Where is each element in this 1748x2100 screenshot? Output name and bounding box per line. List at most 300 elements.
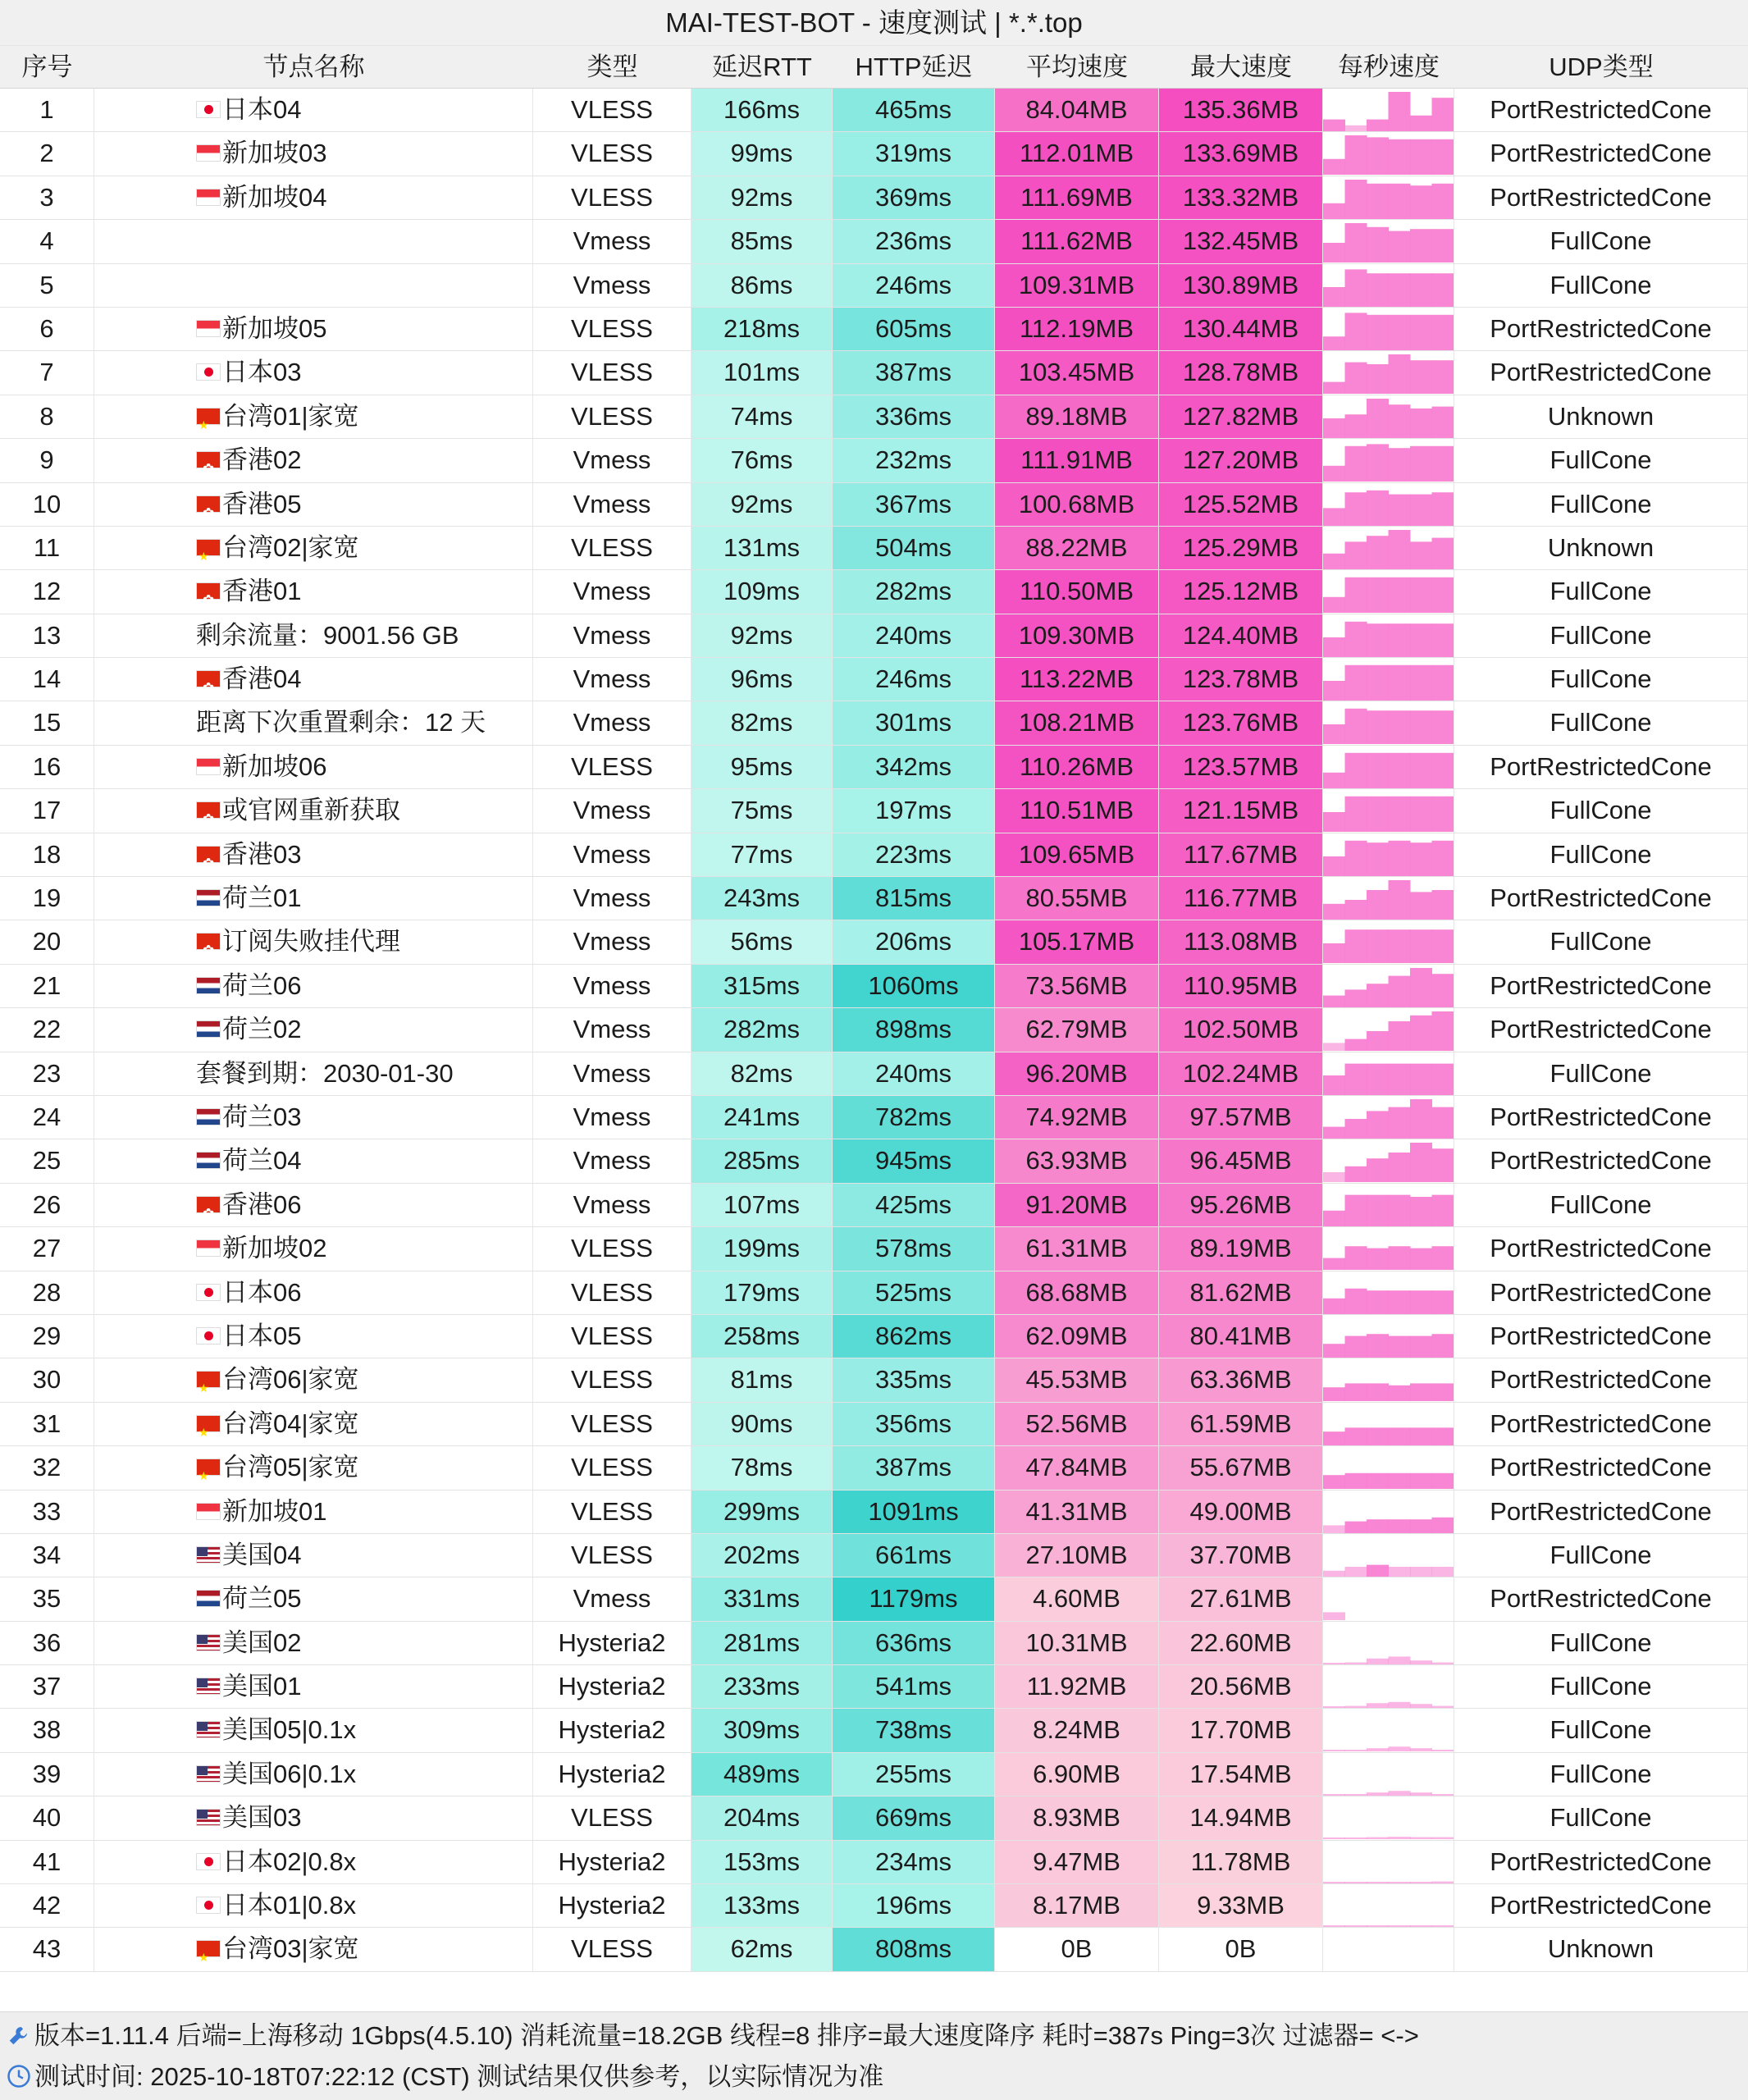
table-row[interactable] [0, 439, 1748, 482]
cell-avg-speed: 110.26MB [995, 746, 1159, 788]
cell-node-name [94, 1315, 533, 1358]
cell-udp: FullCone [1454, 570, 1748, 613]
flag-hk-icon [196, 933, 221, 950]
speed-sample-bar [1410, 1473, 1432, 1489]
cell-node-name [94, 1709, 533, 1751]
speed-sample-bar [1323, 1882, 1345, 1883]
table-row[interactable] [0, 1008, 1748, 1052]
flag-nl-icon [196, 1590, 221, 1607]
table-row[interactable] [0, 1928, 1748, 1971]
cell-max-speed: 102.50MB [1159, 1008, 1323, 1051]
cell-per-second-sparkline [1323, 1315, 1454, 1358]
speed-sample-bar [1410, 446, 1432, 482]
cell-index: 35 [0, 1577, 94, 1620]
cell-udp: FullCone [1454, 658, 1748, 701]
speed-sample-bar [1432, 1427, 1454, 1445]
speed-sample-bar [1323, 1075, 1345, 1095]
cell-rtt: 56ms [691, 920, 833, 963]
speed-sample-bar [1410, 578, 1432, 613]
speed-sample-bar [1410, 711, 1432, 745]
flag-cn-icon [196, 1940, 221, 1957]
cell-per-second-sparkline [1323, 833, 1454, 876]
node-name: 日本01|0.8x [222, 1891, 357, 1920]
cell-max-speed: 130.89MB [1159, 264, 1323, 307]
header-col-index[interactable]: 序号 [21, 52, 73, 81]
flag-hk-icon [196, 1196, 221, 1213]
cell-http: 301ms [833, 701, 995, 744]
speed-sample-bar [1323, 943, 1345, 963]
cell-max-speed: 117.67MB [1159, 833, 1323, 876]
speed-sample-bar [1389, 1747, 1411, 1752]
table-row[interactable] [0, 395, 1748, 439]
header-col-http[interactable]: HTTP延迟 [855, 52, 973, 81]
speed-sample-bar [1410, 1792, 1432, 1796]
table-row[interactable] [0, 1665, 1748, 1709]
flag-hk-icon [196, 495, 221, 513]
flag-jp-icon [196, 1327, 221, 1344]
cell-node-name [94, 1358, 533, 1401]
speed-sample-bar [1345, 180, 1367, 219]
cell-type: Vmess [533, 570, 691, 613]
cell-http: 342ms [833, 746, 995, 788]
table-row[interactable] [0, 833, 1748, 877]
speed-sample-bar [1410, 541, 1432, 569]
speed-sample-bar [1345, 541, 1367, 569]
table-row[interactable] [0, 1753, 1748, 1796]
speed-sample-bar [1367, 1658, 1389, 1664]
node-name: 香港02 [222, 445, 302, 475]
cell-avg-speed: 9.47MB [995, 1841, 1159, 1883]
cell-rtt: 309ms [691, 1709, 833, 1751]
speed-sample-bar [1367, 1031, 1389, 1051]
cell-udp: FullCone [1454, 614, 1748, 657]
cell-http: 782ms [833, 1096, 995, 1139]
table-row[interactable] [0, 614, 1748, 658]
table-row[interactable] [0, 351, 1748, 395]
cell-avg-speed: 41.31MB [995, 1491, 1159, 1533]
speed-sample-bar [1367, 842, 1389, 876]
header-col-max-speed[interactable]: 最大速度 [1190, 52, 1292, 81]
table-row[interactable] [0, 1184, 1748, 1227]
speed-sample-bar [1432, 1706, 1454, 1708]
speed-sample-bar [1389, 1063, 1411, 1094]
table-row[interactable] [0, 658, 1748, 701]
cell-index: 17 [0, 789, 94, 832]
cell-type: Vmess [533, 1577, 691, 1620]
cell-avg-speed: 109.30MB [995, 614, 1159, 657]
cell-rtt: 85ms [691, 220, 833, 262]
cell-max-speed: 133.69MB [1159, 132, 1323, 175]
cell-index: 42 [0, 1884, 94, 1927]
speed-sample-bar [1389, 753, 1411, 788]
speed-sample-bar [1323, 1571, 1345, 1577]
table-row[interactable] [0, 965, 1748, 1008]
cell-rtt: 62ms [691, 1928, 833, 1970]
table-row[interactable] [0, 1403, 1748, 1446]
speed-sample-bar [1432, 492, 1454, 526]
speed-sample-bar [1345, 900, 1367, 920]
cell-http: 236ms [833, 220, 995, 262]
speed-sample-bar [1345, 1166, 1367, 1182]
cell-rtt: 331ms [691, 1577, 833, 1620]
cell-udp: PortRestrictedCone [1454, 132, 1748, 175]
cell-per-second-sparkline [1323, 1358, 1454, 1401]
cell-type: VLESS [533, 1446, 691, 1489]
cell-index: 41 [0, 1841, 94, 1883]
header-col-type[interactable]: 类型 [586, 52, 638, 81]
speed-sample-bar [1367, 711, 1389, 745]
cell-index: 6 [0, 308, 94, 350]
table-row[interactable] [0, 89, 1748, 132]
table-row[interactable] [0, 877, 1748, 920]
cell-rtt: 86ms [691, 264, 833, 307]
cell-node-name [94, 483, 533, 526]
table-row[interactable] [0, 483, 1748, 527]
cell-udp: PortRestrictedCone [1454, 1577, 1748, 1620]
flag-cn-icon [196, 539, 221, 556]
node-name: 日本05 [222, 1321, 302, 1350]
flag-jp-icon [196, 1284, 221, 1301]
cell-max-speed: 55.67MB [1159, 1446, 1323, 1489]
table-row[interactable] [0, 527, 1748, 570]
cell-avg-speed: 111.91MB [995, 439, 1159, 482]
cell-max-speed: 123.57MB [1159, 746, 1323, 788]
node-name: 剩余流量：9001.56 GB [196, 620, 459, 650]
speed-sample-bar [1323, 418, 1345, 438]
flag-hk-icon [196, 582, 221, 600]
node-name: 台湾03|家宽 [222, 1934, 359, 1964]
cell-udp: PortRestrictedCone [1454, 965, 1748, 1007]
cell-avg-speed: 52.56MB [995, 1403, 1159, 1445]
node-name: 美国02 [222, 1628, 302, 1657]
table-row[interactable] [0, 1096, 1748, 1139]
speed-sample-bar [1432, 1517, 1454, 1532]
table-row[interactable] [0, 1052, 1748, 1096]
speed-sample-bar [1323, 1925, 1345, 1927]
cell-max-speed: 125.52MB [1159, 483, 1323, 526]
speed-sample-bar [1410, 1336, 1432, 1358]
speed-sample-bar [1389, 1567, 1411, 1577]
speed-sample-bar [1345, 135, 1367, 175]
node-name: 新加坡06 [222, 751, 327, 781]
cell-http: 1060ms [833, 965, 995, 1007]
node-name: 美国03 [222, 1803, 302, 1833]
node-name: 荷兰05 [222, 1584, 302, 1614]
flag-cn-icon [196, 1371, 221, 1388]
table-row[interactable] [0, 1446, 1748, 1490]
header-col-rtt[interactable]: 延迟RTT [712, 52, 812, 81]
cell-avg-speed: 111.69MB [995, 176, 1159, 219]
cell-avg-speed: 91.20MB [995, 1184, 1159, 1226]
cell-per-second-sparkline [1323, 1709, 1454, 1751]
speed-sample-bar [1410, 229, 1432, 262]
cell-udp: Unknown [1454, 1928, 1748, 1970]
cell-per-second-sparkline [1323, 308, 1454, 350]
speed-sample-bar [1367, 138, 1389, 176]
cell-http: 862ms [833, 1315, 995, 1358]
cell-per-second-sparkline [1323, 176, 1454, 219]
cell-udp: PortRestrictedCone [1454, 1096, 1748, 1139]
table-row[interactable] [0, 920, 1748, 964]
speed-sample-bar [1345, 1473, 1367, 1489]
cell-http: 387ms [833, 351, 995, 394]
cell-node-name [94, 920, 533, 963]
speed-sample-bar [1432, 1384, 1454, 1402]
cell-node-name [94, 308, 533, 350]
speed-sample-bar [1323, 724, 1345, 744]
cell-udp: FullCone [1454, 483, 1748, 526]
speed-sample-bar [1323, 904, 1345, 920]
flag-sg-icon [196, 1239, 221, 1257]
table-row[interactable] [0, 1622, 1748, 1665]
table-row[interactable] [0, 264, 1748, 308]
speed-sample-bar [1367, 753, 1389, 788]
cell-type: Vmess [533, 920, 691, 963]
speed-sample-bar [1410, 139, 1432, 175]
speed-sample-bar [1323, 1525, 1345, 1533]
speed-sample-bar [1432, 1567, 1454, 1577]
cell-per-second-sparkline [1323, 1665, 1454, 1708]
cell-node-name [94, 176, 533, 219]
speed-sample-bar [1410, 1427, 1432, 1445]
cell-avg-speed: 110.50MB [995, 570, 1159, 613]
cell-http: 335ms [833, 1358, 995, 1401]
speed-sample-bar [1389, 315, 1411, 350]
cell-rtt: 74ms [691, 395, 833, 438]
speed-sample-bar [1323, 120, 1345, 131]
speed-sample-bar [1432, 184, 1454, 219]
cell-max-speed: 132.45MB [1159, 220, 1323, 262]
cell-http: 669ms [833, 1796, 995, 1839]
cell-udp: FullCone [1454, 701, 1748, 744]
cell-index: 40 [0, 1796, 94, 1839]
speed-sample-bar [1367, 1063, 1389, 1094]
cell-node-name [94, 1796, 533, 1839]
cell-per-second-sparkline [1323, 1577, 1454, 1620]
speed-sample-bar [1367, 490, 1389, 525]
cell-max-speed: 130.44MB [1159, 308, 1323, 350]
cell-type: VLESS [533, 1534, 691, 1577]
table-row[interactable] [0, 176, 1748, 220]
cell-type: VLESS [533, 351, 691, 394]
table-row[interactable] [0, 570, 1748, 614]
cell-index: 24 [0, 1096, 94, 1139]
speed-sample-bar [1345, 1794, 1367, 1796]
cell-type: Vmess [533, 1096, 691, 1139]
cell-rtt: 92ms [691, 614, 833, 657]
cell-per-second-sparkline [1323, 965, 1454, 1007]
cell-rtt: 166ms [691, 89, 833, 131]
cell-node-name [94, 351, 533, 394]
table-row[interactable] [0, 1884, 1748, 1928]
table-row[interactable] [0, 1841, 1748, 1884]
table-row[interactable] [0, 220, 1748, 263]
table-row[interactable] [0, 789, 1748, 833]
cell-node-name [94, 1139, 533, 1182]
cell-node-name [94, 1271, 533, 1314]
flag-sg-icon [196, 758, 221, 775]
node-name: 荷兰01 [222, 883, 302, 913]
node-name: 新加坡03 [222, 139, 327, 168]
cell-type: Vmess [533, 789, 691, 832]
table-row[interactable] [0, 1139, 1748, 1183]
cell-rtt: 285ms [691, 1139, 833, 1182]
cell-max-speed: 97.57MB [1159, 1096, 1323, 1139]
speed-sample-bar [1367, 184, 1389, 219]
cell-type: Hysteria2 [533, 1709, 691, 1751]
cell-type: Vmess [533, 1184, 691, 1226]
speed-sample-bar [1367, 1925, 1389, 1927]
footer-time-text: 测试时间: 2025-10-18T07:22:12 (CST) 测试结果仅供参考，以实际情况为准 [34, 2062, 884, 2091]
speed-sample-bar [1367, 1703, 1389, 1708]
flag-sg-icon [196, 189, 221, 206]
speed-sample-bar [1345, 363, 1367, 394]
speed-sample-bar [1345, 414, 1367, 438]
speed-sample-bar [1432, 1107, 1454, 1139]
header-col-udp[interactable]: UDP类型 [1549, 52, 1654, 81]
cell-rtt: 99ms [691, 132, 833, 175]
table-row[interactable] [0, 1577, 1748, 1621]
cell-udp: PortRestrictedCone [1454, 877, 1748, 920]
cell-rtt: 82ms [691, 1052, 833, 1095]
speed-sample-bar [1323, 1127, 1345, 1139]
speed-sample-bar [1432, 1063, 1454, 1094]
table-row[interactable] [0, 308, 1748, 351]
speed-sample-bar [1410, 361, 1432, 395]
speed-sample-bar [1323, 1838, 1345, 1839]
cell-node-name [94, 1884, 533, 1927]
cell-udp: FullCone [1454, 1534, 1748, 1577]
table-row[interactable] [0, 1315, 1748, 1358]
cell-node-name [94, 220, 533, 262]
speed-sample-bar [1345, 446, 1367, 482]
speed-sample-bar [1389, 1386, 1411, 1401]
table-row[interactable] [0, 1491, 1748, 1534]
speed-sample-bar [1432, 1011, 1454, 1051]
cell-avg-speed: 113.22MB [995, 658, 1159, 701]
table-row[interactable] [0, 1534, 1748, 1577]
speed-sample-bar [1345, 1288, 1367, 1313]
cell-rtt: 489ms [691, 1753, 833, 1796]
table-row[interactable] [0, 132, 1748, 176]
cell-node-name [94, 1052, 533, 1095]
cell-udp: FullCone [1454, 264, 1748, 307]
cell-max-speed: 22.60MB [1159, 1622, 1323, 1664]
table-row[interactable] [0, 1271, 1748, 1315]
flag-hk-icon [196, 801, 221, 819]
cell-node-name [94, 1403, 533, 1445]
speed-sample-bar [1432, 1881, 1454, 1883]
cell-rtt: 204ms [691, 1796, 833, 1839]
cell-avg-speed: 109.65MB [995, 833, 1159, 876]
header-col-node-name[interactable]: 节点名称 [262, 52, 365, 81]
speed-sample-bar [1367, 797, 1389, 832]
speed-sample-bar [1345, 621, 1367, 656]
cell-rtt: 101ms [691, 351, 833, 394]
speed-sample-bar [1410, 1197, 1432, 1226]
cell-avg-speed: 108.21MB [995, 701, 1159, 744]
node-name: 台湾04|家宽 [222, 1408, 359, 1438]
cell-index: 14 [0, 658, 94, 701]
node-name: 荷兰04 [222, 1146, 302, 1176]
speed-sample-bar [1367, 120, 1389, 131]
cell-per-second-sparkline [1323, 439, 1454, 482]
node-name: 新加坡05 [222, 313, 327, 343]
speed-sample-bar [1410, 1249, 1432, 1270]
cell-type: Vmess [533, 701, 691, 744]
flag-sg-icon [196, 1503, 221, 1520]
cell-max-speed: 17.54MB [1159, 1753, 1323, 1796]
cell-udp: PortRestrictedCone [1454, 1315, 1748, 1358]
table-row[interactable] [0, 701, 1748, 745]
table-row[interactable] [0, 746, 1748, 789]
cell-index: 19 [0, 877, 94, 920]
cell-udp: FullCone [1454, 1709, 1748, 1751]
cell-avg-speed: 111.62MB [995, 220, 1159, 262]
cell-per-second-sparkline [1323, 1008, 1454, 1051]
speed-sample-bar [1345, 1427, 1367, 1445]
cell-index: 3 [0, 176, 94, 219]
cell-index: 1 [0, 89, 94, 131]
cell-type: Vmess [533, 614, 691, 657]
speed-sample-bar [1367, 1249, 1389, 1270]
speed-sample-bar [1432, 1194, 1454, 1226]
cell-per-second-sparkline [1323, 1841, 1454, 1883]
cell-udp: Unknown [1454, 395, 1748, 438]
cell-rtt: 299ms [691, 1491, 833, 1533]
header-col-avg-speed[interactable]: 平均速度 [1026, 52, 1128, 81]
cell-per-second-sparkline [1323, 483, 1454, 526]
cell-http: 945ms [833, 1139, 995, 1182]
table-row[interactable] [0, 1796, 1748, 1840]
cell-per-second-sparkline [1323, 1534, 1454, 1577]
cell-rtt: 78ms [691, 1446, 833, 1489]
cell-index: 13 [0, 614, 94, 657]
cell-http: 465ms [833, 89, 995, 131]
cell-node-name [94, 439, 533, 482]
speed-sample-bar [1323, 243, 1345, 262]
cell-type: VLESS [533, 176, 691, 219]
cell-index: 36 [0, 1622, 94, 1664]
header-col-per-second[interactable]: 每秒速度 [1338, 52, 1440, 81]
speed-sample-bar [1323, 382, 1345, 394]
cell-rtt: 107ms [691, 1184, 833, 1226]
cell-index: 21 [0, 965, 94, 1007]
speed-sample-bar [1345, 126, 1367, 131]
cell-type: VLESS [533, 308, 691, 350]
node-name: 套餐到期：2030-01-30 [196, 1058, 454, 1088]
speed-sample-bar [1432, 1662, 1454, 1664]
table-row[interactable] [0, 1227, 1748, 1271]
cell-avg-speed: 89.18MB [995, 395, 1159, 438]
speed-sample-bar [1345, 665, 1367, 701]
cell-max-speed: 113.08MB [1159, 920, 1323, 963]
speed-sample-bar [1432, 361, 1454, 395]
node-name: 香港04 [222, 664, 302, 694]
table-row[interactable] [0, 1709, 1748, 1752]
speed-sample-bar [1432, 1473, 1454, 1489]
speed-sample-bar [1323, 812, 1345, 832]
cell-max-speed: 81.62MB [1159, 1271, 1323, 1314]
cell-udp: PortRestrictedCone [1454, 1271, 1748, 1314]
table-row[interactable] [0, 1358, 1748, 1402]
speed-sample-bar [1389, 623, 1411, 657]
cell-http: 319ms [833, 132, 995, 175]
speed-sample-bar [1367, 1473, 1389, 1489]
cell-per-second-sparkline [1323, 395, 1454, 438]
speed-sample-bar [1410, 1519, 1432, 1533]
cell-node-name [94, 877, 533, 920]
